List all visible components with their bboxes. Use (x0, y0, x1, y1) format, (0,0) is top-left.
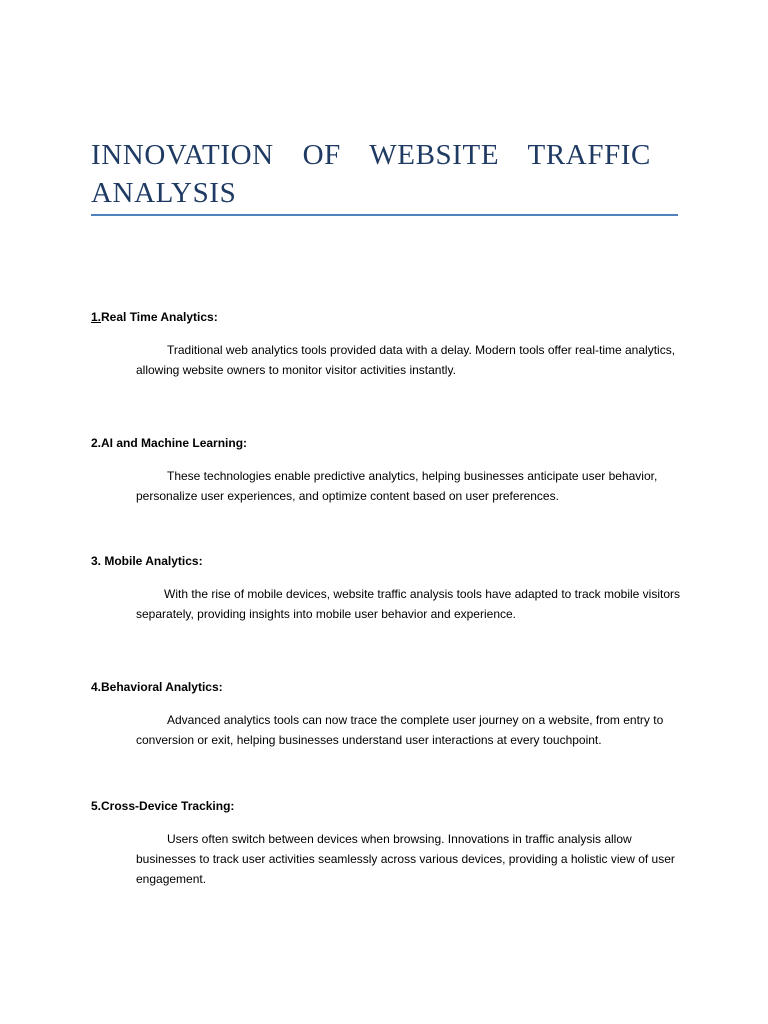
section-body-1: Traditional web analytics tools provided data with a delay. Modern tools offer real-time analytics, allowing website owners to monitor visitor activities instantly. (136, 343, 676, 377)
section-number-5: 5. (91, 799, 102, 813)
section-heading-5 (91, 798, 234, 814)
page-title: INNOVATION OF WEBSITE TRAFFIC ANALYSIS (91, 139, 651, 209)
section-title-2: AI and Machine Learning: (101, 436, 248, 450)
section-title-5: Cross-Device Tracking: (101, 799, 235, 813)
section-title-3: Mobile Analytics: (104, 554, 203, 568)
section-body-4: Advanced analytics tools can now trace the complete user journey on a website, from entry to conversion or exit, helping businesses understand user interactions at every touchpoint. (136, 713, 664, 747)
section-title-4: Behavioral Analytics: (101, 680, 223, 694)
section-heading-2 (91, 435, 247, 451)
section-body-3: With the rise of mobile devices, website traffic analysis tools have adapted to track mobile visitors separately, providing insights into mobile user behavior and experience. (136, 587, 681, 621)
section-heading-1 (91, 309, 218, 325)
section-title-1: Real Time Analytics: (101, 310, 218, 324)
section-number-3: 3. (91, 554, 105, 568)
section-number-4: 4. (91, 680, 102, 694)
section-heading-4 (91, 679, 223, 695)
section-number-2: 2. (91, 436, 102, 450)
section-number-1: 1. (91, 310, 102, 324)
section-heading-3 (91, 553, 203, 569)
section-body-5: Users often switch between devices when browsing. Innovations in traffic analysis allow businesses to track user activities seamlessly across various devices, providing a holistic view of user engagement. (136, 832, 675, 886)
section-body-2: These technologies enable predictive analytics, helping businesses anticipate user behavior, personalize user experiences, and optimize content based on user preferences. (136, 469, 658, 503)
title-underline-rule (91, 214, 678, 216)
